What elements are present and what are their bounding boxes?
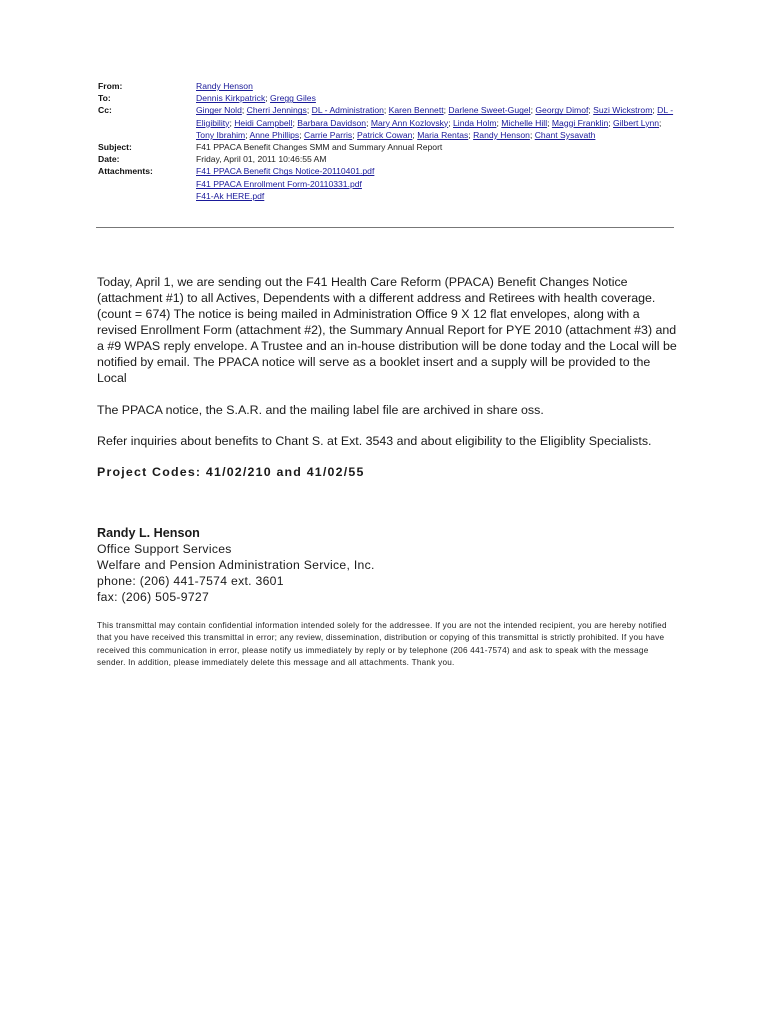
recipient-separator: ; bbox=[496, 117, 502, 128]
recipient-separator: ; bbox=[306, 105, 312, 116]
recipient-separator: ; bbox=[588, 105, 594, 116]
cc-recipient-link[interactable]: Tony Ibrahim bbox=[196, 129, 246, 140]
cc-recipient-link[interactable]: Karen Bennett bbox=[388, 105, 444, 116]
to-recipient-link[interactable]: Gregg Giles bbox=[270, 93, 316, 104]
cc-recipient-link[interactable]: Anne Phillips bbox=[249, 129, 300, 140]
cc-recipient-link[interactable]: Maggi Franklin bbox=[551, 117, 609, 128]
subject-value: F41 PPACA Benefit Changes SMM and Summary Annual Report bbox=[196, 142, 443, 153]
recipient-separator: ; bbox=[292, 117, 298, 128]
cc-recipient-link[interactable]: Michelle Hill bbox=[501, 117, 548, 128]
to-recipient-list bbox=[196, 92, 676, 104]
recipient-separator: ; bbox=[241, 105, 247, 116]
cc-recipient-link[interactable]: Maria Rentas bbox=[417, 129, 469, 140]
recipient-separator: ; bbox=[229, 117, 235, 128]
body-paragraph-3: Refer inquiries about benefits to Chant S. at Ext. 3543 and about eligibility to the Eligiblity Specialists. bbox=[97, 434, 652, 448]
confidentiality-disclaimer: This transmittal may contain confidential information intended solely for the addressee. If you are not the intended recipient, you are hereby notified that you have received this transmittal in error; any review, dissemination, distribution or copying of this transmittal is strictly prohibited. If you have received this communication in error, please notify us immediately by reply or by telephone (206 441-7574) and ask to speak with the message sender. In addition, please immediately delete this message and all attachments. Thank you. bbox=[97, 621, 667, 667]
recipient-separator: ; bbox=[412, 129, 418, 140]
cc-recipient-link[interactable]: Gilbert Lynn bbox=[613, 117, 660, 128]
cc-recipient-list bbox=[196, 104, 676, 141]
attachment-link[interactable]: F41 PPACA Benefit Chgs Notice-20110401.pdf bbox=[196, 166, 375, 177]
recipient-separator: ; bbox=[468, 129, 474, 140]
body-paragraph-2: The PPACA notice, the S.A.R. and the mailing label file are archived in share oss. bbox=[97, 403, 544, 417]
recipient-separator: ; bbox=[652, 105, 658, 116]
recipient-separator: ; bbox=[366, 117, 371, 128]
body-paragraph-1: Today, April 1, we are sending out the F41 Health Care Reform (PPACA) Benefit Changes Notice (attachment #1) to all Actives, Dependents with a different address and Retirees with health coverage. (count = 674) The notice is being mailed in Administration Office 9 X 12 flat envelopes, along with a revised Enrollment Form (attachment #2), the Summary Annual Report for PYE 2010 (attachment #3) and a #9 WPAS reply envelope. A Trustee and an in-house distribution will be done today and the Local will be notified by email. The PPACA notice will serve as a booklet insert and a supply will be provided to the Local bbox=[97, 275, 677, 385]
signature-name: Randy L. Henson bbox=[97, 526, 200, 540]
signature-company: Welfare and Pension Administration Service, Inc. bbox=[97, 558, 375, 572]
from-row bbox=[98, 80, 676, 92]
cc-recipient-link[interactable]: Cherri Jennings bbox=[246, 105, 307, 116]
email-header bbox=[98, 80, 676, 202]
cc-recipient-link[interactable]: Linda Holm bbox=[453, 117, 497, 128]
cc-recipient-link[interactable]: Heidi Campbell bbox=[234, 117, 293, 128]
attachments-label: Attachments: bbox=[98, 166, 153, 177]
cc-label: Cc: bbox=[98, 105, 112, 116]
recipient-separator: ; bbox=[448, 117, 454, 128]
attachment-list bbox=[196, 165, 676, 202]
signature-phone: phone: (206) 441-7574 ext. 3601 bbox=[97, 574, 284, 588]
attachment-link[interactable]: F41-Ak HERE.pdf bbox=[196, 190, 265, 201]
project-codes: Project Codes: 41/02/210 and 41/02/55 bbox=[97, 465, 365, 479]
recipient-separator: ; bbox=[383, 105, 389, 116]
cc-recipient-link[interactable]: DL - Administration bbox=[311, 105, 384, 116]
from-label: From: bbox=[98, 81, 123, 91]
recipient-separator: ; bbox=[547, 117, 552, 128]
cc-recipient-link[interactable]: Ginger Nold bbox=[196, 105, 242, 116]
subject-row bbox=[98, 141, 676, 153]
cc-recipient-link[interactable]: Barbara Davidson bbox=[297, 117, 367, 128]
recipient-separator: ; bbox=[530, 105, 536, 116]
cc-recipient-link[interactable]: Suzi Wickstrom bbox=[593, 105, 653, 116]
signature-department: Office Support Services bbox=[97, 542, 232, 556]
cc-recipient-link[interactable]: DL - Eligibility bbox=[196, 105, 674, 128]
cc-recipient-link[interactable]: Mary Ann Kozlovsky bbox=[370, 117, 449, 128]
recipient-separator: ; bbox=[265, 93, 271, 104]
cc-recipient-link[interactable]: Patrick Cowan bbox=[357, 129, 413, 140]
to-recipient-link[interactable]: Dennis Kirkpatrick bbox=[196, 93, 266, 104]
to-label: To: bbox=[98, 93, 111, 104]
cc-recipient-link[interactable]: Carrie Parris bbox=[303, 129, 353, 140]
attachments-row bbox=[98, 165, 676, 202]
to-row bbox=[98, 92, 676, 104]
date-row bbox=[98, 153, 676, 165]
subject-label: Subject: bbox=[98, 142, 132, 153]
recipient-separator: ; bbox=[352, 129, 357, 140]
cc-recipient-link[interactable]: Chant Sysavath bbox=[534, 129, 596, 140]
attachment-item bbox=[196, 165, 676, 177]
signature-block bbox=[97, 525, 677, 605]
recipient-separator: ; bbox=[529, 129, 535, 140]
signature-fax: fax: (206) 505-9727 bbox=[97, 590, 210, 604]
attachment-item bbox=[196, 190, 676, 202]
recipient-separator: ; bbox=[608, 117, 614, 128]
from-sender-link[interactable]: Randy Henson bbox=[196, 81, 253, 91]
attachment-item bbox=[196, 178, 676, 190]
recipient-separator: ; bbox=[299, 129, 304, 140]
attachment-link[interactable]: F41 PPACA Enrollment Form-20110331.pdf bbox=[196, 178, 362, 189]
cc-recipient-link[interactable]: Randy Henson bbox=[473, 129, 530, 140]
cc-recipient-link[interactable]: Darlene Sweet-Gugel bbox=[448, 105, 531, 116]
recipient-separator: ; bbox=[245, 129, 250, 140]
recipient-separator: ; bbox=[443, 105, 449, 116]
cc-recipient-link[interactable]: Georgy Dimof bbox=[535, 105, 589, 116]
cc-row bbox=[98, 104, 676, 141]
date-label: Date: bbox=[98, 154, 120, 165]
date-value: Friday, April 01, 2011 10:46:55 AM bbox=[196, 154, 327, 165]
message-body bbox=[97, 274, 677, 480]
recipient-separator: ; bbox=[659, 117, 662, 128]
header-divider bbox=[96, 227, 674, 228]
